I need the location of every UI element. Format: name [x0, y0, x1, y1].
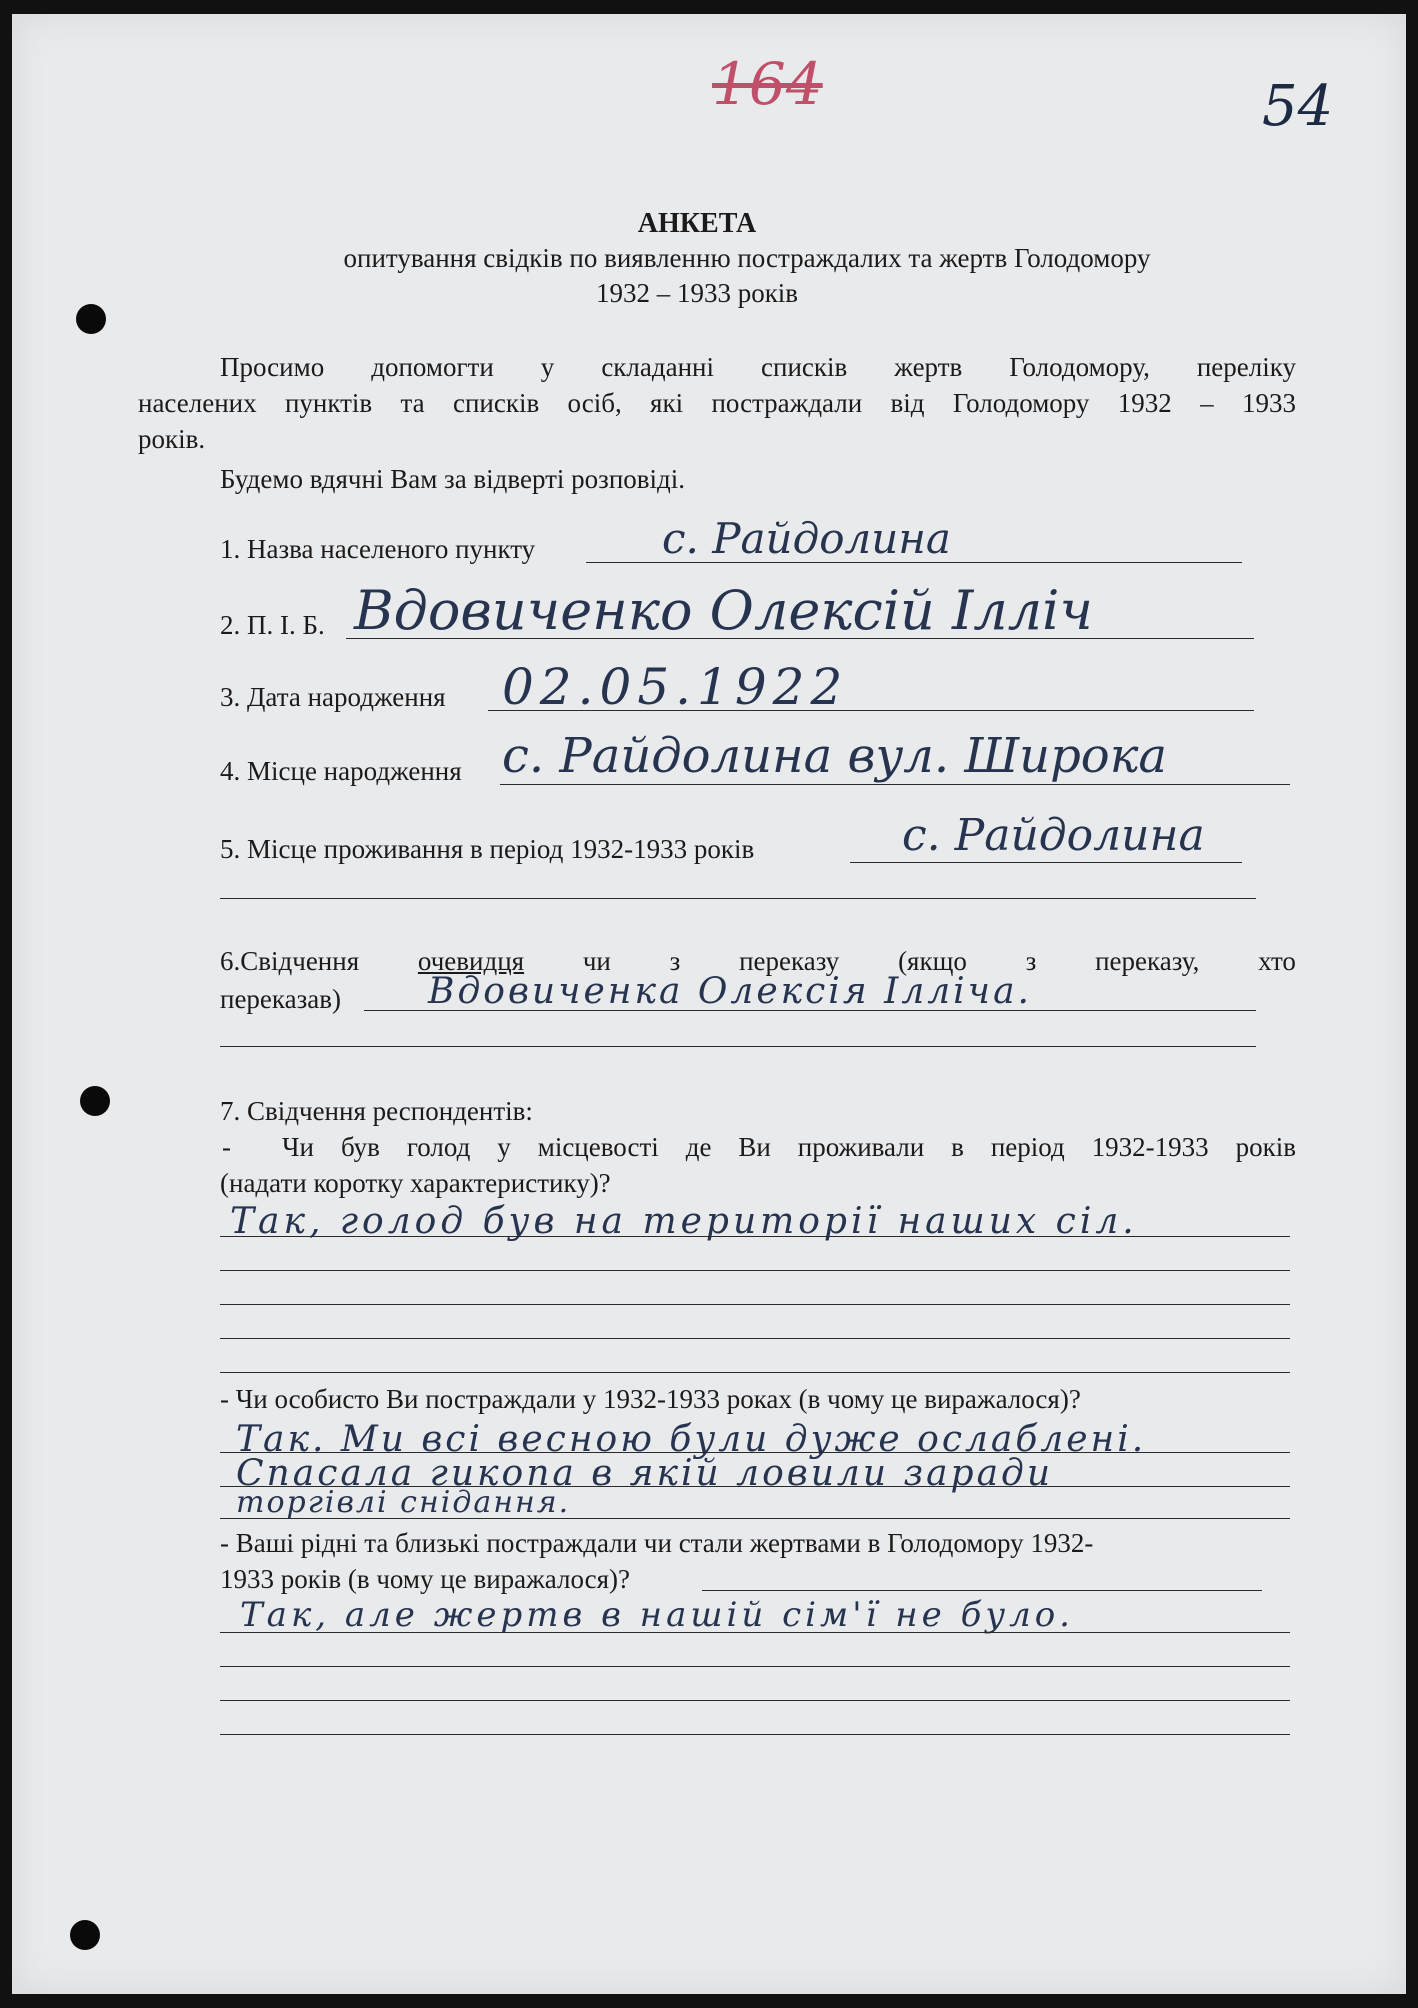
residence-label: 5. Місце проживання в період 1932-1933 років [220, 834, 755, 864]
archive-page-number-corner: 54 [1262, 74, 1334, 139]
q1-answer-line-2 [220, 1270, 1290, 1271]
testimony-word-1: 6.Свідчення [220, 946, 360, 976]
birth-place-label: 4. Місце народження [220, 756, 462, 786]
testimony-word-5: переказу [739, 946, 840, 976]
q3-answer-line-4 [220, 1734, 1290, 1735]
residence-line-1 [850, 862, 1242, 863]
q2-answer-3: торгівлі снідання. [236, 1485, 571, 1520]
q1-text-1: Чи був голод у місцевості де Ви проживали в період 1932-1933 років [282, 1132, 1296, 1162]
birth-date-label: 3. Дата народження [220, 682, 446, 712]
q1-line1 [282, 1134, 1296, 1161]
intro-thanks: Будемо вдячні Вам за відверті розповіді. [220, 464, 686, 494]
q1-answer: Так, голод був на території наших сіл. [230, 1201, 1138, 1242]
residence-value: с. Райдолина [902, 810, 1205, 861]
q3-answer-line-1 [220, 1632, 1290, 1633]
q1-line2: (надати коротку характеристику)? [220, 1168, 611, 1198]
narrated-value: Вдовиченка Олексія Ілліча. [428, 971, 1032, 1012]
q2-text: - Чи особисто Ви постраждали у 1932-1933 роках (в чому це виражалося)? [220, 1384, 1081, 1414]
respondents-heading: 7. Свідчення респондентів: [220, 1096, 533, 1126]
testimony-word-4: з [669, 946, 681, 976]
document-page [12, 14, 1406, 1994]
q3-line2-blank [702, 1590, 1262, 1591]
q1-answer-line-1 [220, 1236, 1290, 1237]
testimony-word-3: чи [582, 946, 611, 976]
intro-request-line1 [220, 354, 1296, 381]
q2-answer-line-3 [220, 1518, 1290, 1519]
birth-date-value: 02.05.1922 [502, 658, 849, 716]
intro-request-line2 [138, 390, 1296, 417]
testimony-word-7: з [1025, 946, 1037, 976]
name-label: 2. П. І. Б. [220, 610, 325, 640]
form-years: 1932 – 1933 років [595, 278, 799, 308]
q3-line1: - Ваші рідні та близькі постраждали чи стали жертвами в Голодомору 1932- [220, 1528, 1094, 1558]
q1-answer-line-4 [220, 1338, 1290, 1339]
form-title: АНКЕТА [637, 208, 757, 239]
q3-line2: 1933 років (в чому це виражалося)? [220, 1564, 631, 1594]
q3-answer-line-3 [220, 1700, 1290, 1701]
q2-answer-1: Так. Ми всі весною були дуже ослаблені. [236, 1419, 1147, 1460]
q2-answer-2: Спасала гикопа в якій ловили заради [236, 1453, 1054, 1494]
testimony-word-6: (якщо [898, 946, 967, 976]
q1-answer-line-3 [220, 1304, 1290, 1305]
form-subtitle: опитування свідків по виявленню постраждалих та жертв Голодомору [343, 243, 1151, 273]
archive-page-number-red: 164 [712, 50, 823, 118]
narrated-label: переказав) [220, 984, 341, 1014]
settlement-label: 1. Назва населеного пункту [220, 534, 536, 564]
settlement-value: с. Райдолина [662, 514, 951, 563]
intro-request-text-1: Просимо допомогти у складанні списків жертв Голодомору, переліку [220, 352, 1296, 382]
name-value: Вдовиченко Олексій Ілліч [354, 579, 1093, 642]
intro-request-line3: років. [138, 424, 206, 454]
narrated-line-2 [220, 1046, 1256, 1047]
punch-hole-bottom [70, 1920, 100, 1950]
q3-answer-line-2 [220, 1666, 1290, 1667]
intro-request-text-2: населених пунктів та списків осіб, які постраждали від Голодомору 1932 – 1933 [138, 388, 1296, 418]
q1-answer-line-5 [220, 1372, 1290, 1373]
residence-line-2 [220, 898, 1256, 899]
birth-place-line [500, 784, 1290, 785]
testimony-word-eyewitness: очевидця [417, 946, 525, 976]
q3-answer: Так, але жертв в нашій сім'ї не було. [240, 1595, 1074, 1635]
testimony-word-8: переказу, [1095, 946, 1200, 976]
punch-hole-middle [80, 1086, 110, 1116]
birth-place-value: с. Райдолина вул. Широка [502, 728, 1167, 784]
testimony-word-9: хто [1258, 946, 1296, 976]
q1-dash: - [222, 1132, 231, 1162]
